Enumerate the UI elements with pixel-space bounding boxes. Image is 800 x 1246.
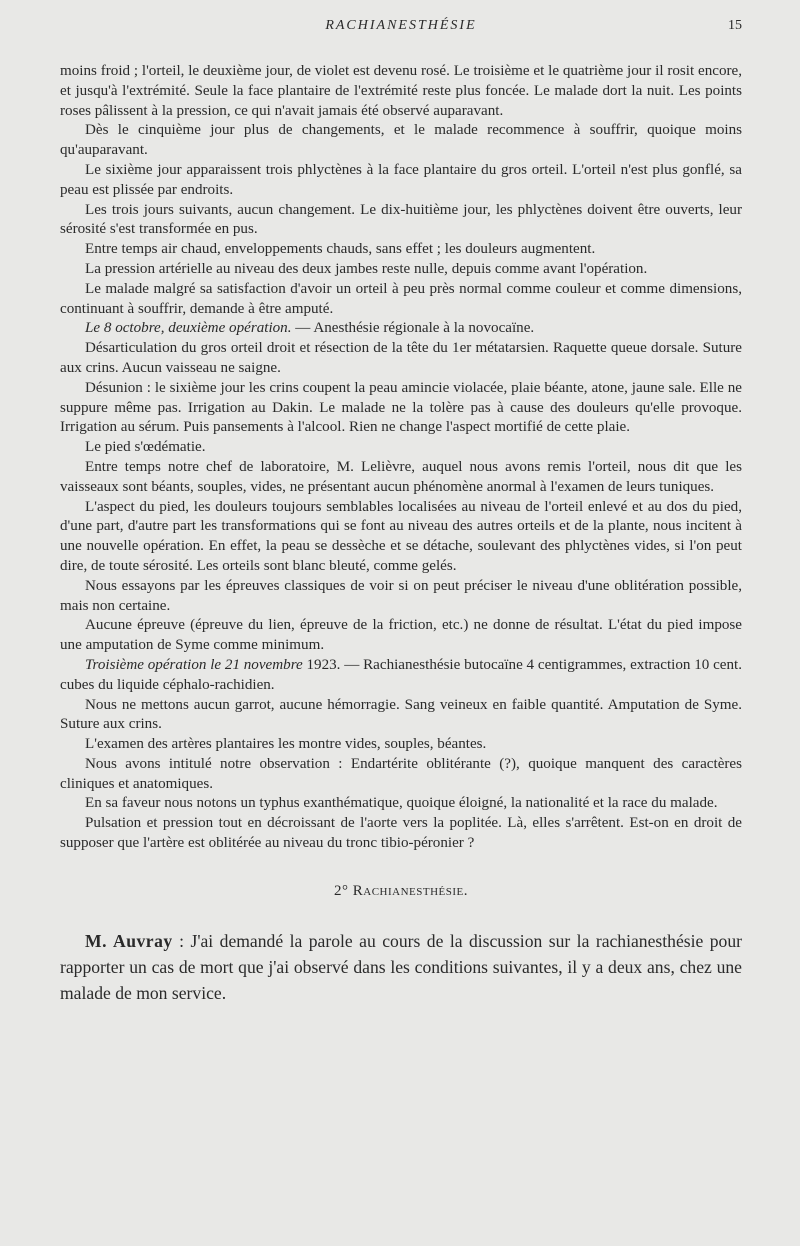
paragraph: Les trois jours suivants, aucun changement. Le dix-huitième jour, les phlyctènes doivent être ouverts, leur sérosité s'est transformée en pus. bbox=[60, 201, 742, 238]
paragraph: Le malade malgré sa satisfaction d'avoir un orteil à peu près normal comme couleur et comme dimensions, continuant à souffrir, demande à être amputé. bbox=[60, 280, 742, 317]
paragraph: Désarticulation du gros orteil droit et résection de la tête du 1er métatarsien. Raquette queue dorsale. Suture aux crins. Aucun vaisseau ne saigne. bbox=[60, 340, 742, 376]
paragraph: L'examen des artères plantaires les montre vides, souples, béantes. bbox=[85, 736, 487, 753]
paragraph: Pulsation et pression tout en décroissant de l'aorte vers la poplitée. Là, elles s'arrêtent. Est-on en droit de supposer que l'artère est oblitérée au niveau du tronc tibio-péronier ? bbox=[60, 815, 742, 852]
italic-heading: Troisième opération le 21 novembre bbox=[85, 656, 303, 673]
page-header bbox=[60, 18, 742, 42]
paragraph: La pression artérielle au niveau des deux jambes reste nulle, depuis comme avant l'opération. bbox=[85, 260, 648, 277]
body-text bbox=[60, 62, 742, 1006]
lead-paragraph: M. Auvray : J'ai demandé la parole au cours de la discussion sur la rachianesthésie pour rapporter un cas de mort que j'ai observé dans les conditions suivantes, il y a deux ans, chez une malade de mon service. bbox=[60, 930, 742, 1003]
paragraph: Troisième opération le 21 novembre 1923. — Rachianesthésie butocaïne 4 centigrammes, extraction 10 cent. cubes du liquide céphalo-rachidien. bbox=[60, 656, 742, 693]
paragraph: Entre temps air chaud, enveloppements chauds, sans effet ; les douleurs augmentent. bbox=[85, 241, 596, 258]
paragraph: L'aspect du pied, les douleurs toujours semblables localisées au niveau de l'orteil enlevé et au dos du pied, d'une part, d'autre part les transformations qui se font au niveau des autres orteils et de la plante, nous incitent à une nouvelle opération. En effet, la peau se dessèche et se détache, soulevant des phlyctènes vides, si l'on peut dire, de toute sérosité. Les orteils sont blanc bleuté, comme gelés. bbox=[60, 498, 742, 574]
paragraph: Le pied s'œdématie. bbox=[85, 439, 206, 456]
section-number: 2° bbox=[334, 882, 349, 899]
page-number: 15 bbox=[728, 18, 742, 33]
paragraph: Dès le cinquième jour plus de changements, et le malade recommence à souffrir, quoique moins qu'auparavant. bbox=[60, 122, 742, 159]
paragraph: Désunion : le sixième jour les crins coupent la peau amincie violacée, plaie béante, atone, jaune sale. Elle ne suppure même pas. Irrigation au Dakin. Le malade ne la tolère pas à cause des douleurs qu'elle provoque. Irrigation au sérum. Puis pansements à l'alcool. Rien ne change l'aspect mortifié de cette plaie. bbox=[60, 379, 742, 436]
italic-heading: Le 8 octobre, deuxième opération. bbox=[85, 320, 292, 337]
paragraph: Nous ne mettons aucun garrot, aucune hémorragie. Sang veineux en faible quantité. Amputation de Syme. Suture aux crins. bbox=[60, 696, 742, 733]
section-title: Rachianesthésie. bbox=[352, 882, 468, 899]
paragraph: Nous essayons par les épreuves classiques de voir si on peut préciser le niveau d'une oblitération possible, mais non certaine. bbox=[60, 577, 742, 614]
paragraph: Nous avons intitulé notre observation : Endartérite oblitérante (?), quoique manquent des caractères cliniques et anatomiques. bbox=[60, 755, 742, 792]
paragraph: Le 8 octobre, deuxième opération. — Anesthésie régionale à la novocaïne. bbox=[85, 320, 535, 337]
paragraph: Le sixième jour apparaissent trois phlyctènes à la face plantaire du gros orteil. L'orteil n'est plus gonflé, sa peau est plissée par endroits. bbox=[60, 161, 742, 198]
section-heading bbox=[60, 882, 742, 902]
paragraph: En sa faveur nous notons un typhus exanthématique, quoique éloigné, la nationalité et la race du malade. bbox=[85, 795, 718, 812]
running-title: RACHIANESTHÉSIE bbox=[325, 18, 477, 33]
speaker-name: M. Auvray bbox=[85, 930, 173, 951]
paragraph: Entre temps notre chef de laboratoire, M. Lelièvre, auquel nous avons remis l'orteil, nous dit que les vaisseaux sont béants, souples, vides, ne présentant aucun phénomène anormal à l'examen de leurs tuniques. bbox=[60, 458, 742, 495]
paragraph: moins froid ; l'orteil, le deuxième jour, de violet est devenu rosé. Le troisième et le quatrième jour il rosit encore, et jusqu'à l'extrémité. Seule la face plantaire de l'extrémité reste plus foncée. Le malade dort la nuit. Les points roses pâlissent à la pression, ce qui n'avait jamais été observé auparavant. bbox=[60, 63, 742, 119]
paragraph: Aucune épreuve (épreuve du lien, épreuve de la friction, etc.) ne donne de résultat. L'état du pied impose une amputation de Syme comme minimum. bbox=[60, 617, 742, 654]
